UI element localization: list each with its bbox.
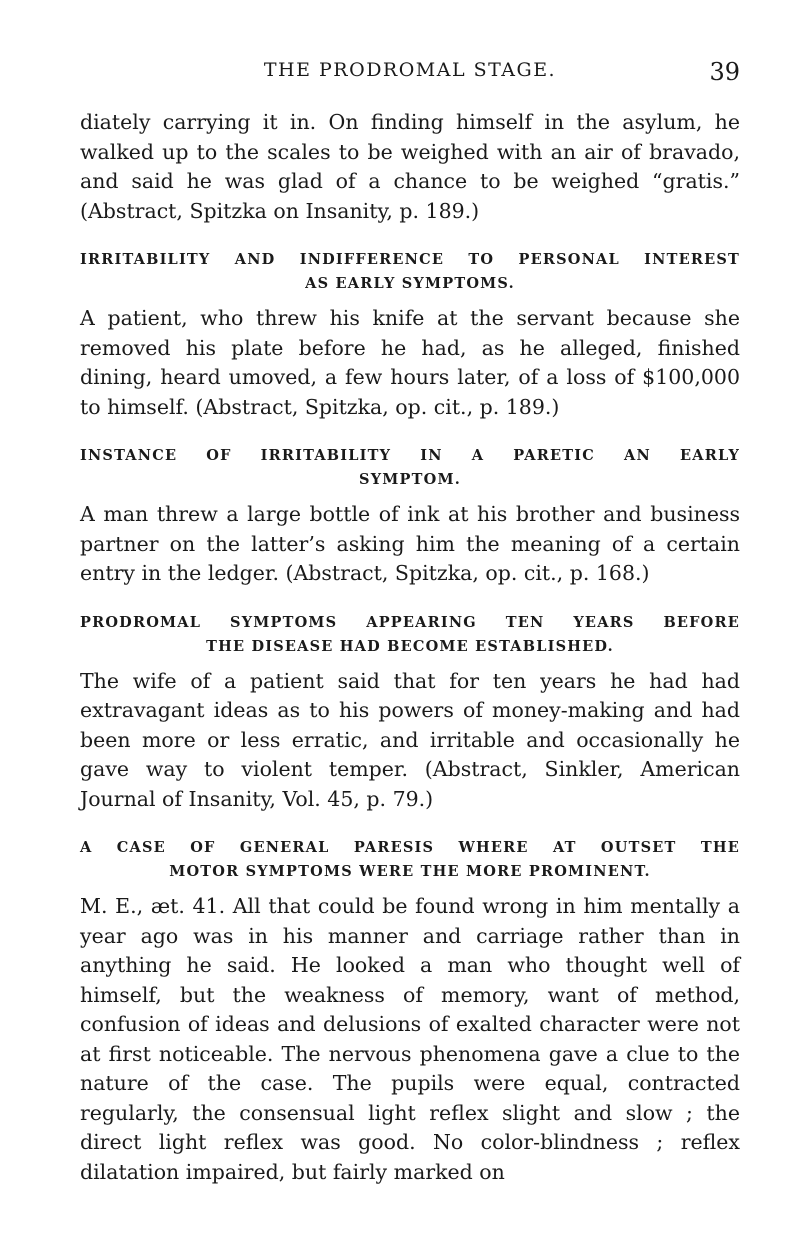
section-paragraph: The wife of a patient said that for ten years he had had extravagant ideas as to his powers of money-making and had been more or less erratic, and irritable and occasionally he gave way to violent temper. (Abstract, Sinkler, American Journal of Insanity, Vol. 45, p. 79.) — [80, 668, 740, 811]
section-heading-line: IRRITABILITY AND INDIFFERENCE TO PERSONAL INTEREST — [80, 251, 740, 268]
section-heading-line: A CASE OF GENERAL PARESIS WHERE AT OUTSET THE — [80, 839, 740, 856]
section-heading — [80, 444, 740, 492]
section-heading-line: PRODROMAL SYMPTOMS APPEARING TEN YEARS BEFORE — [80, 613, 740, 631]
section-paragraph: A man threw a large bottle of ink at his brother and business partner on the latter’s asking him the meaning of a certain entry in the ledger. (Abstract, Spitzka, op. cit., p. 168.) — [80, 502, 740, 585]
section-heading-line: INSTANCE OF IRRITABILITY IN A PARETIC AN EARLY — [80, 447, 740, 464]
section-heading — [80, 836, 740, 884]
section-heading-line: MOTOR SYMPTOMS WERE THE MORE PROMINENT. — [169, 863, 651, 880]
section-paragraph: A patient, who threw his knife at the servant because she removed his plate before he had, as he alleged, finished dining, heard umoved, a few hours later, of a loss of $100,000 to himself. (Abstract, Spitzka, op. cit., p. 189.) — [80, 306, 740, 419]
continuation-paragraph: diately carrying it in. On finding himself in the asylum, he walked up to the scales to be weighed with an air of bravado, and said he was glad of a chance to be weighed “gratis.” (Abstract, Spitzka on Insanity, p. 189.) — [80, 110, 740, 223]
section-heading — [80, 611, 740, 659]
running-head — [80, 52, 740, 92]
section-paragraph: M. E., æt. 41. All that could be found wrong in him mentally a year ago was in his manner and carriage rather than in anything he said. He looked a man who thought well of himself, but the weakness of memory, want of method, confusion of ideas and delusions of exalted character were not at first noticeable. The nervous phenomena gave a clue to the nature of the case. The pupils were equal, contracted regularly, the consensual light reflex slight and slow ; the direct light reflex was good. No color-blindness ; reflex dilatation impaired, but fairly marked on — [80, 894, 740, 1184]
section-heading-line: SYMPTOM. — [359, 471, 461, 488]
running-head-title: THE PRODROMAL STAGE. — [263, 59, 557, 81]
page-number: 39 — [709, 58, 740, 86]
book-page — [80, 52, 740, 1187]
section-heading-line: AS EARLY SYMPTOMS. — [305, 275, 515, 292]
section-heading-line: THE DISEASE HAD BECOME ESTABLISHED. — [206, 637, 614, 655]
section-heading — [80, 248, 740, 296]
